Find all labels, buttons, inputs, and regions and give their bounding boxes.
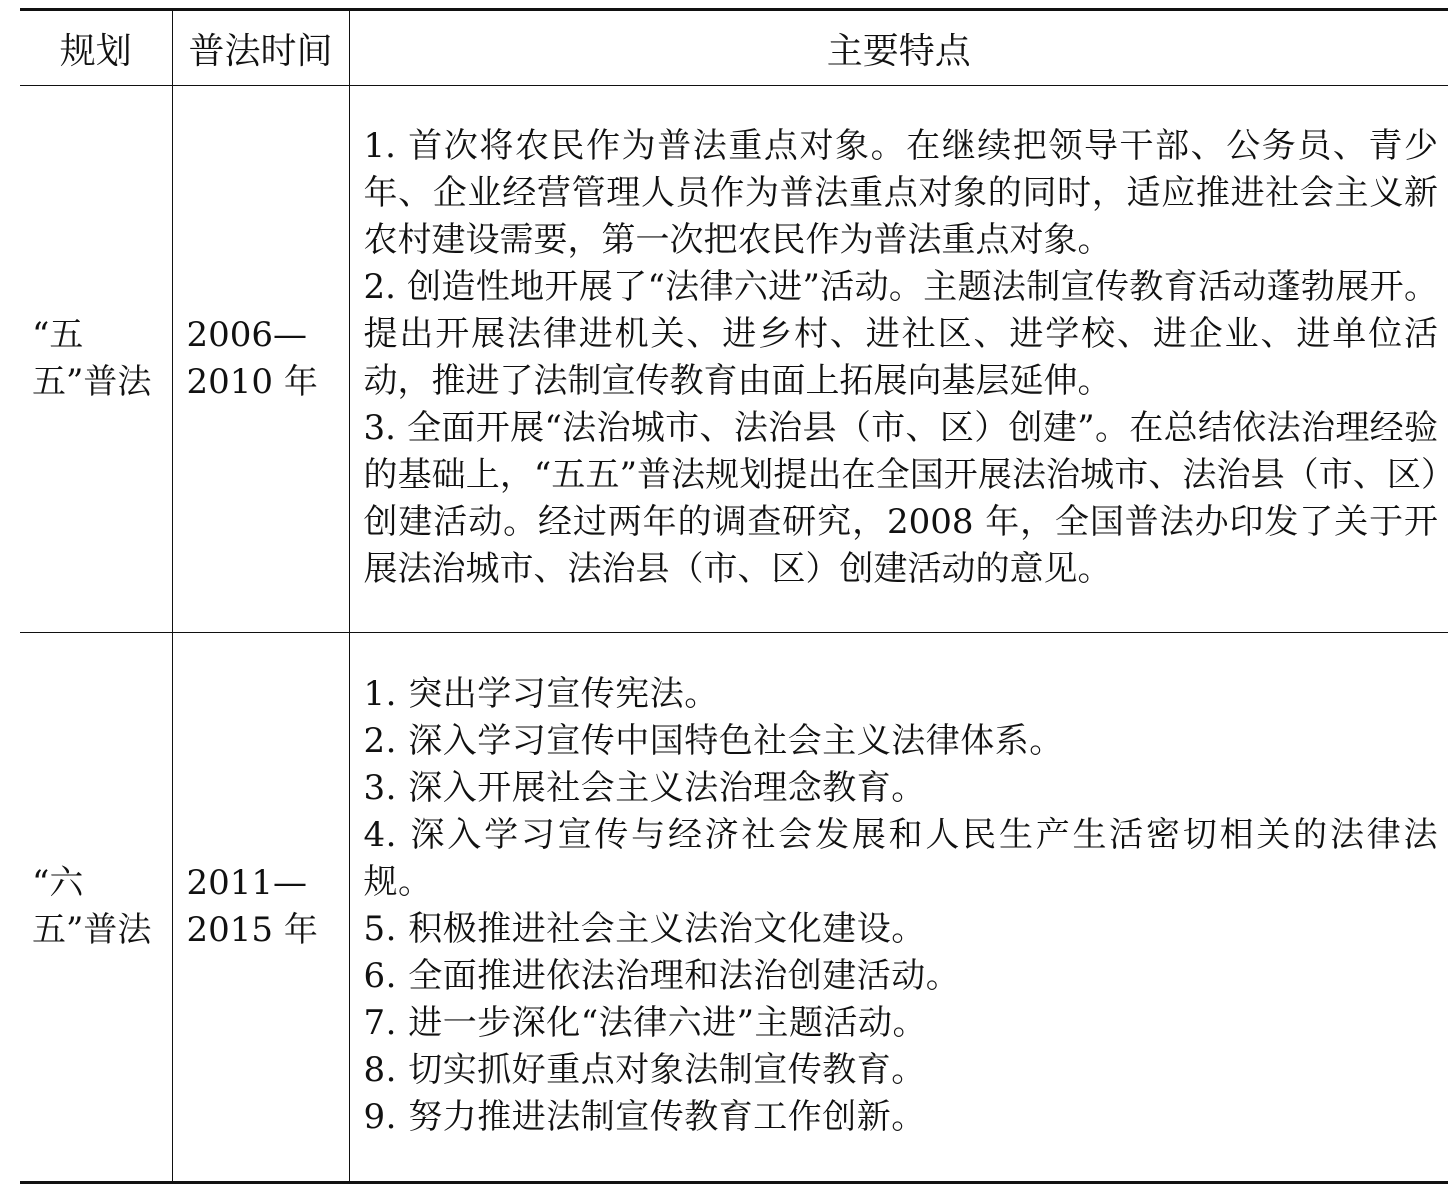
feature-list bbox=[364, 123, 1439, 593]
feature-item: 2. 创造性地开展了“法律六进”活动。主题法制宣传教育活动蓬勃展开。提出开展法律进机关、进乡村、进社区、进学校、进企业、进单位活动，推进了法制宣传教育由面上拓展向基层延伸。 bbox=[363, 267, 1438, 401]
header-plan: 规划 bbox=[20, 10, 172, 86]
feature-item: 1. 突出学习宣传宪法。 bbox=[363, 674, 719, 714]
time-cell: 2011—2015 年 bbox=[172, 633, 349, 1183]
features-cell bbox=[349, 86, 1448, 633]
header-time: 普法时间 bbox=[172, 10, 349, 86]
table-row-liuwu bbox=[20, 633, 1448, 1183]
plan-cell: “五五”普法 bbox=[20, 86, 172, 633]
time-cell: 2006—2010 年 bbox=[172, 86, 349, 633]
feature-list bbox=[364, 671, 1439, 1141]
feature-item: 1. 首次将农民作为普法重点对象。在继续把领导干部、公务员、青少年、企业经营管理人员作为普法重点对象的同时，适应推进社会主义新农村建设需要，第一次把农民作为普法重点对象。 bbox=[363, 126, 1438, 260]
feature-item: 3. 全面开展“法治城市、法治县（市、区）创建”。在总结依法治理经验的基础上，“五五”普法规划提出在全国开展法治城市、法治县（市、区）创建活动。经过两年的调查研究，2008 年，全国普法办印发了关于开展法治城市、法治县（市、区）创建活动的意见。 bbox=[363, 408, 1438, 589]
feature-item: 7. 进一步深化“法律六进”主题活动。 bbox=[363, 1003, 928, 1043]
feature-item: 5. 积极推进社会主义法治文化建设。 bbox=[363, 909, 926, 949]
feature-item: 9. 努力推进法制宣传教育工作创新。 bbox=[363, 1097, 926, 1137]
legal-education-plan-table bbox=[20, 8, 1448, 1184]
feature-item: 4. 深入学习宣传与经济社会发展和人民生产生活密切相关的法律法规。 bbox=[363, 815, 1438, 902]
feature-item: 2. 深入学习宣传中国特色社会主义法律体系。 bbox=[363, 721, 1064, 761]
header-features: 主要特点 bbox=[349, 10, 1448, 86]
table-row-wuwu bbox=[20, 86, 1448, 633]
plan-cell: “六五”普法 bbox=[20, 633, 172, 1183]
plan-table-container bbox=[20, 8, 1448, 1184]
feature-item: 3. 深入开展社会主义法治理念教育。 bbox=[363, 768, 926, 808]
features-cell bbox=[349, 633, 1448, 1183]
feature-item: 8. 切实抓好重点对象法制宣传教育。 bbox=[363, 1050, 926, 1090]
feature-item: 6. 全面推进依法治理和法治创建活动。 bbox=[363, 956, 961, 996]
table-header-row bbox=[20, 10, 1448, 86]
